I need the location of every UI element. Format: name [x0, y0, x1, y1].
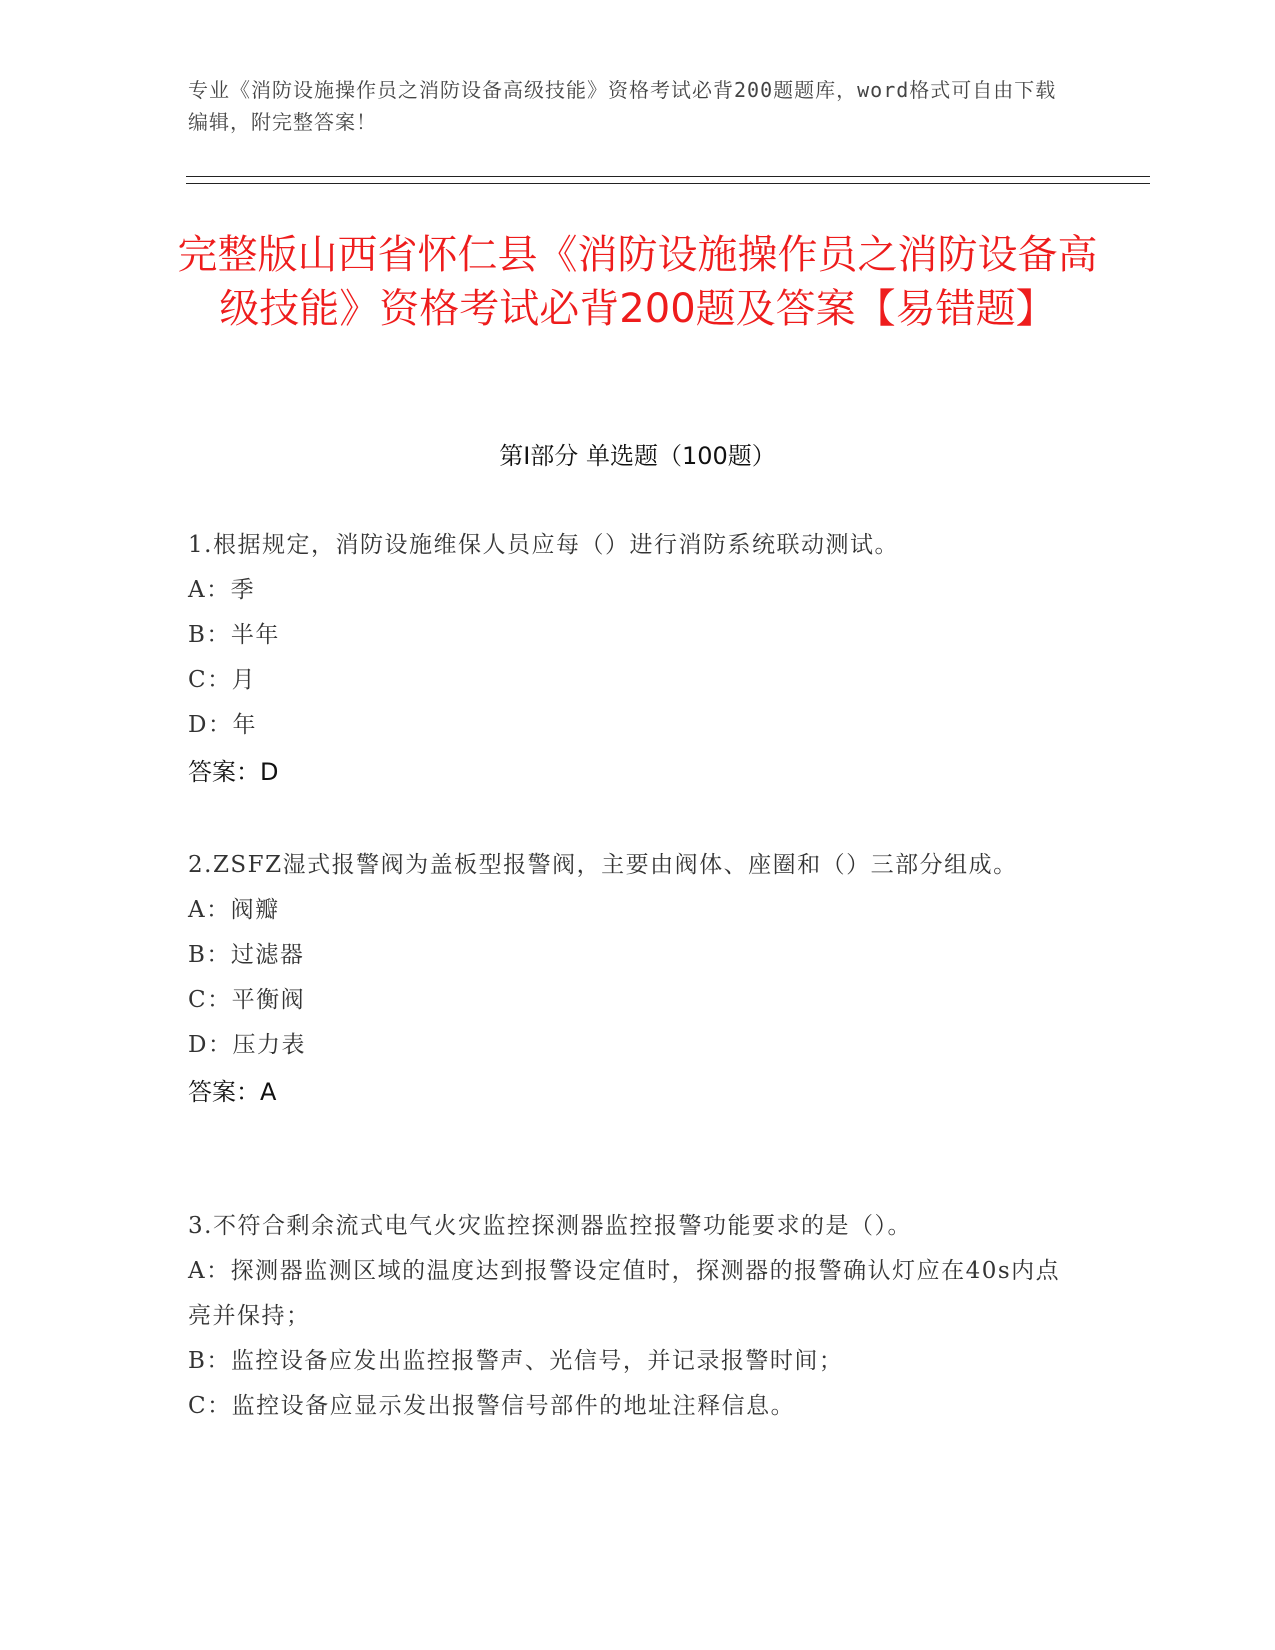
- question-3: [188, 1203, 1068, 1429]
- question-stem: 3.不符合剩余流式电气火灾监控探测器监控报警功能要求的是（）。: [188, 1213, 912, 1239]
- option-b: B：过滤器: [188, 942, 305, 968]
- header-rule-top: [186, 176, 1150, 177]
- option-a: A：阀瓣: [188, 897, 280, 923]
- answer: 答案：D: [188, 758, 279, 786]
- option-b: B：监控设备应发出监控报警声、光信号，并记录报警时间；: [188, 1348, 844, 1374]
- option-c: C：监控设备应显示发出报警信号部件的地址注释信息。: [188, 1393, 796, 1419]
- question-1: [188, 522, 1068, 796]
- document-header: 专业《消防设施操作员之消防设备高级技能》资格考试必背200题题库，word格式可自由下载编辑，附完整答案！: [188, 78, 1057, 134]
- section-heading: 第I部分 单选题（100题）: [499, 442, 776, 470]
- document-title: 完整版山西省怀仁县《消防设施操作员之消防设备高级技能》资格考试必背200题及答案【易错题】: [177, 232, 1098, 332]
- option-a: A：季: [188, 577, 256, 603]
- header-rule-bottom: [186, 183, 1150, 184]
- question-2: [188, 842, 1068, 1116]
- answer: 答案：A: [188, 1078, 277, 1106]
- option-c: C：月: [188, 667, 257, 693]
- question-stem: 2.ZSFZ湿式报警阀为盖板型报警阀，主要由阀体、座圈和（）三部分组成。: [188, 852, 1018, 878]
- option-a: A：探测器监测区域的温度达到报警设定值时，探测器的报警确认灯应在40s内点亮并保持；: [188, 1258, 1061, 1329]
- option-b: B：半年: [188, 622, 280, 648]
- option-d: D：年: [188, 712, 257, 738]
- option-d: D：压力表: [188, 1032, 306, 1058]
- question-stem: 1.根据规定，消防设施维保人员应每（）进行消防系统联动测试。: [188, 532, 899, 558]
- option-c: C：平衡阀: [188, 987, 306, 1013]
